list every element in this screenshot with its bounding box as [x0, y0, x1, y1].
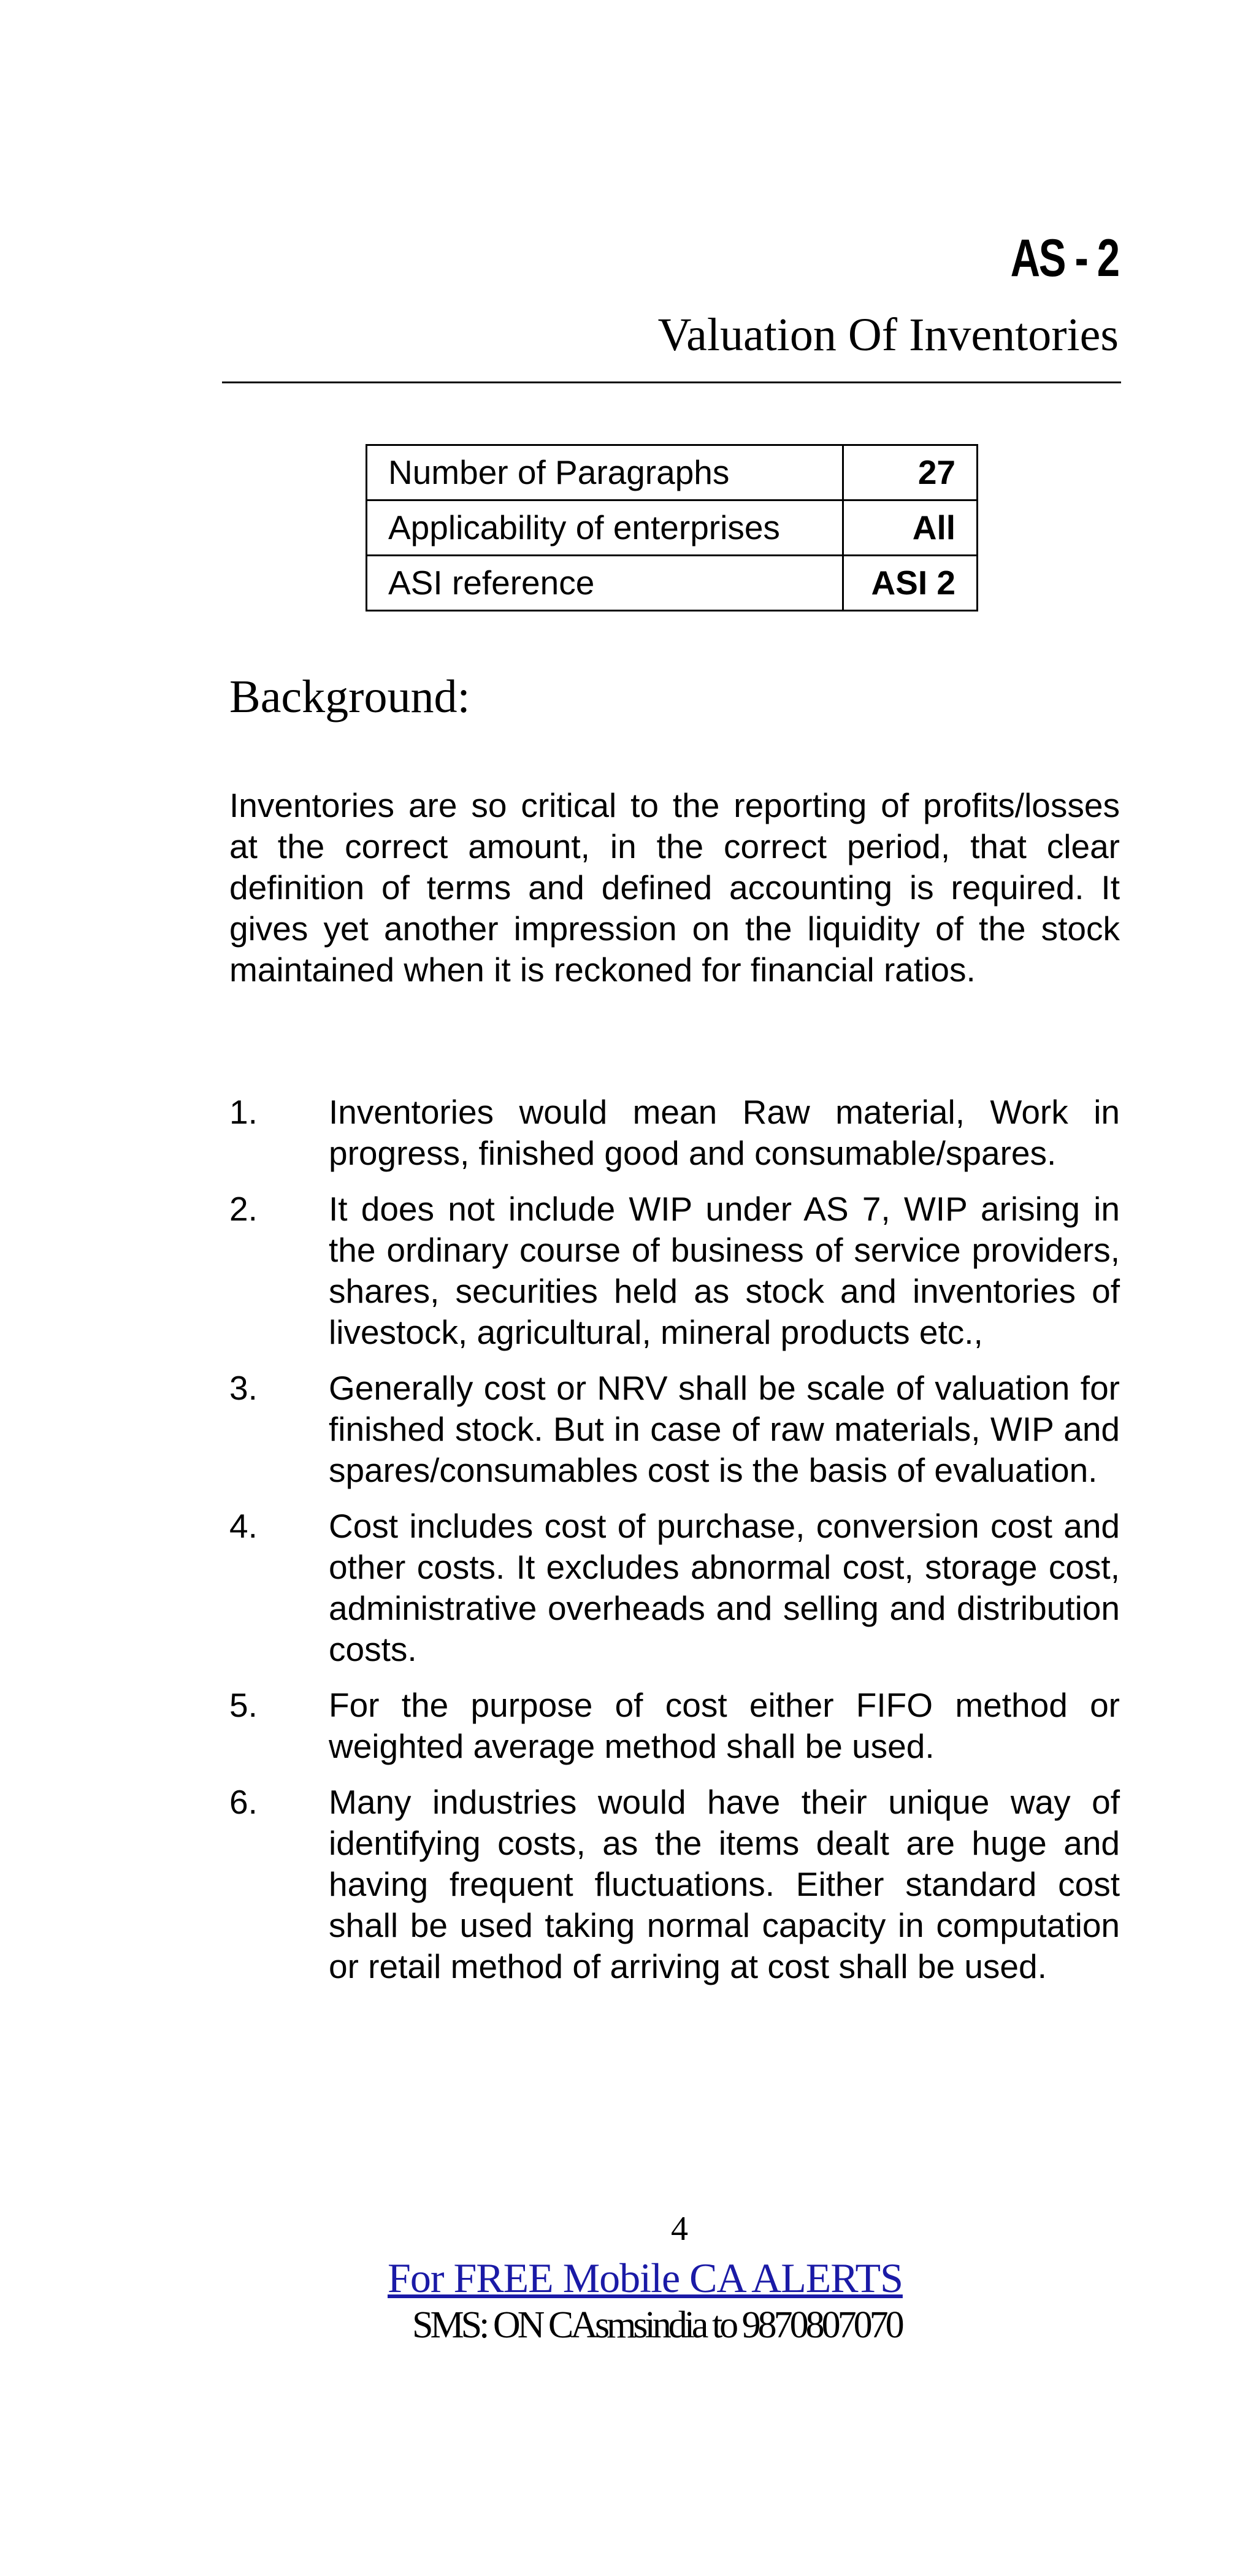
list-item-number: 5. [229, 1686, 258, 1724]
list-item-number: 2. [229, 1190, 258, 1228]
points-list [229, 1092, 1120, 2002]
standard-title: Valuation Of Inventories [657, 309, 1119, 361]
list-item-text: Generally cost or NRV shall be scale of valuation for finished stock. But in case of raw materials, WIP and spares/consumables cost is the basis of evaluation. [329, 1369, 1120, 1489]
list-item [229, 1092, 1120, 1174]
list-item-text: Cost includes cost of purchase, conversion cost and other costs. It excludes abnormal cost, storage cost, administrative overheads and selling and distribution costs. [329, 1507, 1120, 1668]
background-paragraph: Inventories are so critical to the reporting of profits/losses at the correct amount, in the correct period, that clear definition of terms and defined accounting is required. It gives yet another impression on the liquidity of the stock maintained when it is reckoned for financial ratios. [229, 786, 1120, 989]
header-divider [222, 381, 1121, 383]
list-item-number: 4. [229, 1507, 258, 1545]
table-row [367, 445, 978, 500]
list-item-number: 1. [229, 1093, 258, 1131]
list-item-text: Inventories would mean Raw material, Work in progress, finished good and consumable/spares. [329, 1093, 1120, 1172]
list-item [229, 1368, 1120, 1491]
promo-link[interactable]: For FREE Mobile CA ALERTS [388, 2255, 903, 2301]
list-item [229, 1685, 1120, 1767]
table-row [367, 556, 978, 611]
table-cell-label: Applicability of enterprises [367, 500, 843, 556]
table-cell-label: ASI reference [367, 556, 843, 611]
sms-text: SMS: ON CAsmsindia to 9870807070 [412, 2304, 902, 2346]
list-item-number: 6. [229, 1783, 258, 1821]
list-item [229, 1506, 1120, 1670]
table-row [367, 500, 978, 556]
list-item [229, 1189, 1120, 1353]
list-item [229, 1782, 1120, 1987]
page-number: 4 [671, 2210, 688, 2248]
background-heading: Background: [229, 671, 470, 723]
list-item-text: Many industries would have their unique way of identifying costs, as the items dealt are huge and having frequent fluctuations. Either standard cost shall be used taking normal capacity in computation or retail method of arriving at cost shall be used. [329, 1783, 1120, 1985]
table-cell-value: 27 [843, 445, 978, 500]
list-item-number: 3. [229, 1369, 258, 1407]
list-item-text: It does not include WIP under AS 7, WIP arising in the ordinary course of business of service providers, shares, securities held as stock and inventories of livestock, agricultural, mineral products etc., [329, 1190, 1120, 1351]
list-item-text: For the purpose of cost either FIFO method or weighted average method shall be used. [329, 1686, 1120, 1765]
table-cell-label: Number of Paragraphs [367, 445, 843, 500]
table-cell-value: ASI 2 [843, 556, 978, 611]
info-table [366, 444, 978, 611]
standard-code: AS - 2 [1010, 229, 1119, 288]
table-cell-value: All [843, 500, 978, 556]
